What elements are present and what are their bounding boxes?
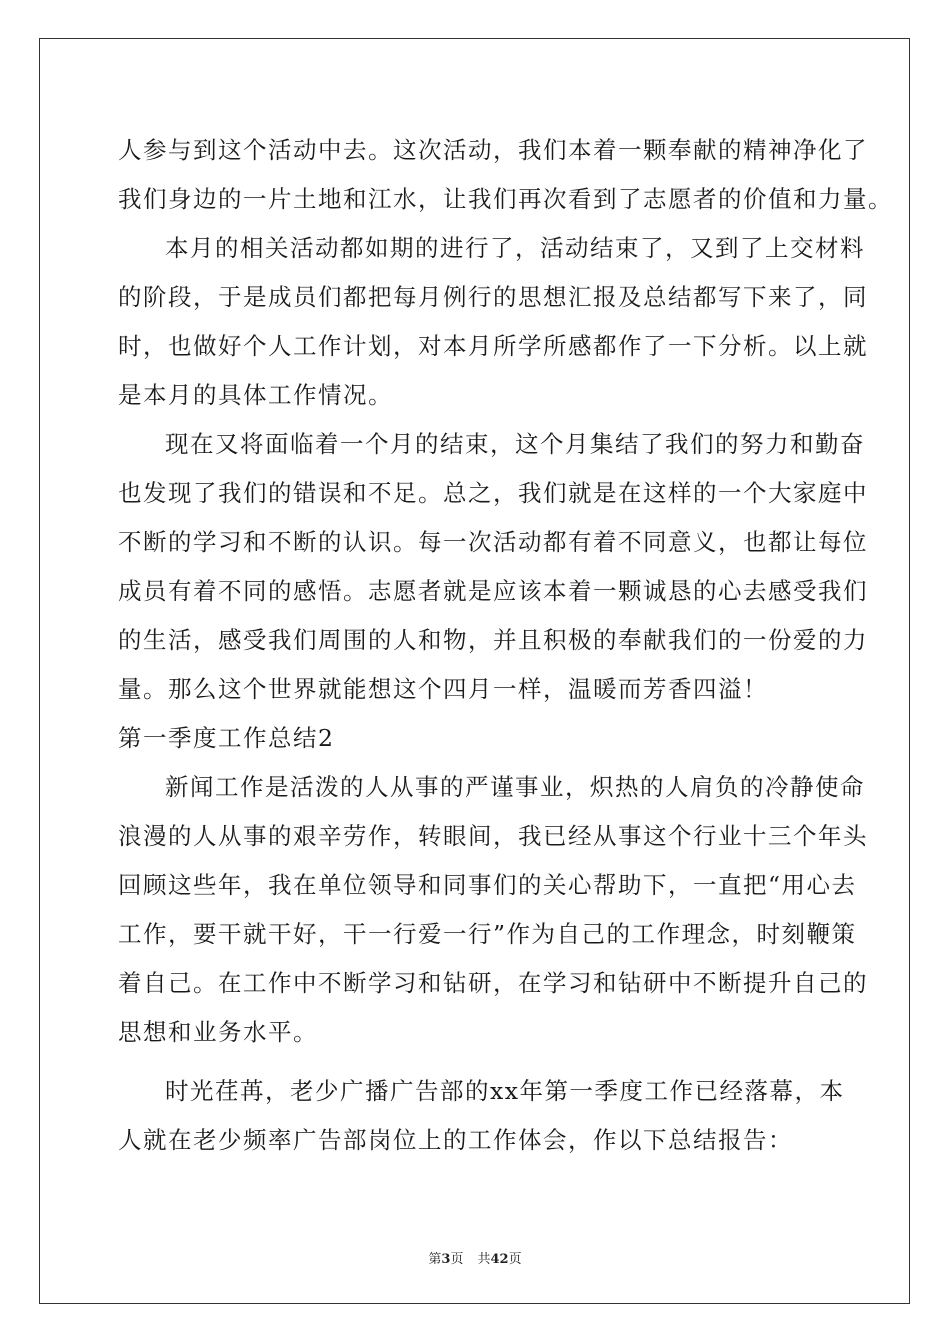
document-body	[118, 126, 893, 1165]
total-prefix: 共	[477, 1252, 491, 1267]
paragraph-4	[118, 763, 868, 1057]
text-line: 我们身边的一片土地和江水，让我们再次看到了志愿者的价值和力量。	[118, 185, 893, 213]
section-heading: 第一季度工作总结2	[118, 724, 335, 752]
text-line: 人就在老少频率广告部岗位上的工作体会，作以下总结报告：	[118, 1126, 793, 1154]
text-line: 成员有着不同的感悟。志愿者就是应该本着一颗诚恳的心去感受我们	[118, 577, 868, 605]
text-line: 是本月的具体工作情况。	[118, 381, 393, 409]
page-footer	[0, 1248, 950, 1267]
text-line: 量。那么这个世界就能想这个四月一样，温暖而芳香四溢！	[118, 675, 768, 703]
text-line: 的生活，感受我们周围的人和物，并且积极的奉献我们的一份爱的力	[118, 626, 868, 654]
text-line: 时，也做好个人工作计划，对本月所学所感都作了一下分析。以上就	[118, 332, 868, 360]
paragraph-1	[118, 126, 893, 224]
text-line: 工作，要干就干好，干一行爱一行”作为自己的工作理念，时刻鞭策	[118, 920, 857, 948]
page-indicator	[428, 1252, 463, 1267]
text-line: 现在又将面临着一个月的结束，这个月集结了我们的努力和勤奋	[165, 430, 865, 458]
text-line: 也发现了我们的错误和不足。总之，我们就是在这样的一个大家庭中	[118, 479, 868, 507]
page-prefix: 第	[428, 1252, 442, 1267]
paragraph-5	[118, 1067, 845, 1165]
text-line: 回顾这些年，我在单位领导和同事们的关心帮助下，一直把“用心去	[118, 871, 857, 899]
total-pages: 42	[490, 1252, 509, 1267]
paragraph-2	[118, 224, 868, 420]
text-line: 不断的学习和不断的认识。每一次活动都有着不同意义，也都让每位	[118, 528, 868, 556]
paragraph-3	[118, 420, 868, 714]
text-line: 着自己。在工作中不断学习和钻研，在学习和钻研中不断提升自己的	[118, 969, 868, 997]
text-line: 本月的相关活动都如期的进行了，活动结束了，又到了上交材料	[165, 234, 865, 262]
text-line: 时光荏苒，老少广播广告部的xx年第一季度工作已经落幕，本	[165, 1077, 845, 1105]
total-suffix: 页	[508, 1252, 522, 1267]
page-suffix: 页	[450, 1252, 464, 1267]
total-indicator	[477, 1252, 521, 1267]
text-line: 新闻工作是活泼的人从事的严谨事业，炽热的人肩负的冷静使命	[165, 773, 865, 801]
page-number: 3	[441, 1252, 451, 1267]
text-line: 浪漫的人从事的艰辛劳作，转眼间，我已经从事这个行业十三个年头	[118, 822, 868, 850]
text-line: 思想和业务水平。	[118, 1018, 318, 1046]
text-line: 人参与到这个活动中去。这次活动，我们本着一颗奉献的精神净化了	[118, 136, 868, 164]
text-line: 的阶段，于是成员们都把每月例行的思想汇报及总结都写下来了，同	[118, 283, 868, 311]
